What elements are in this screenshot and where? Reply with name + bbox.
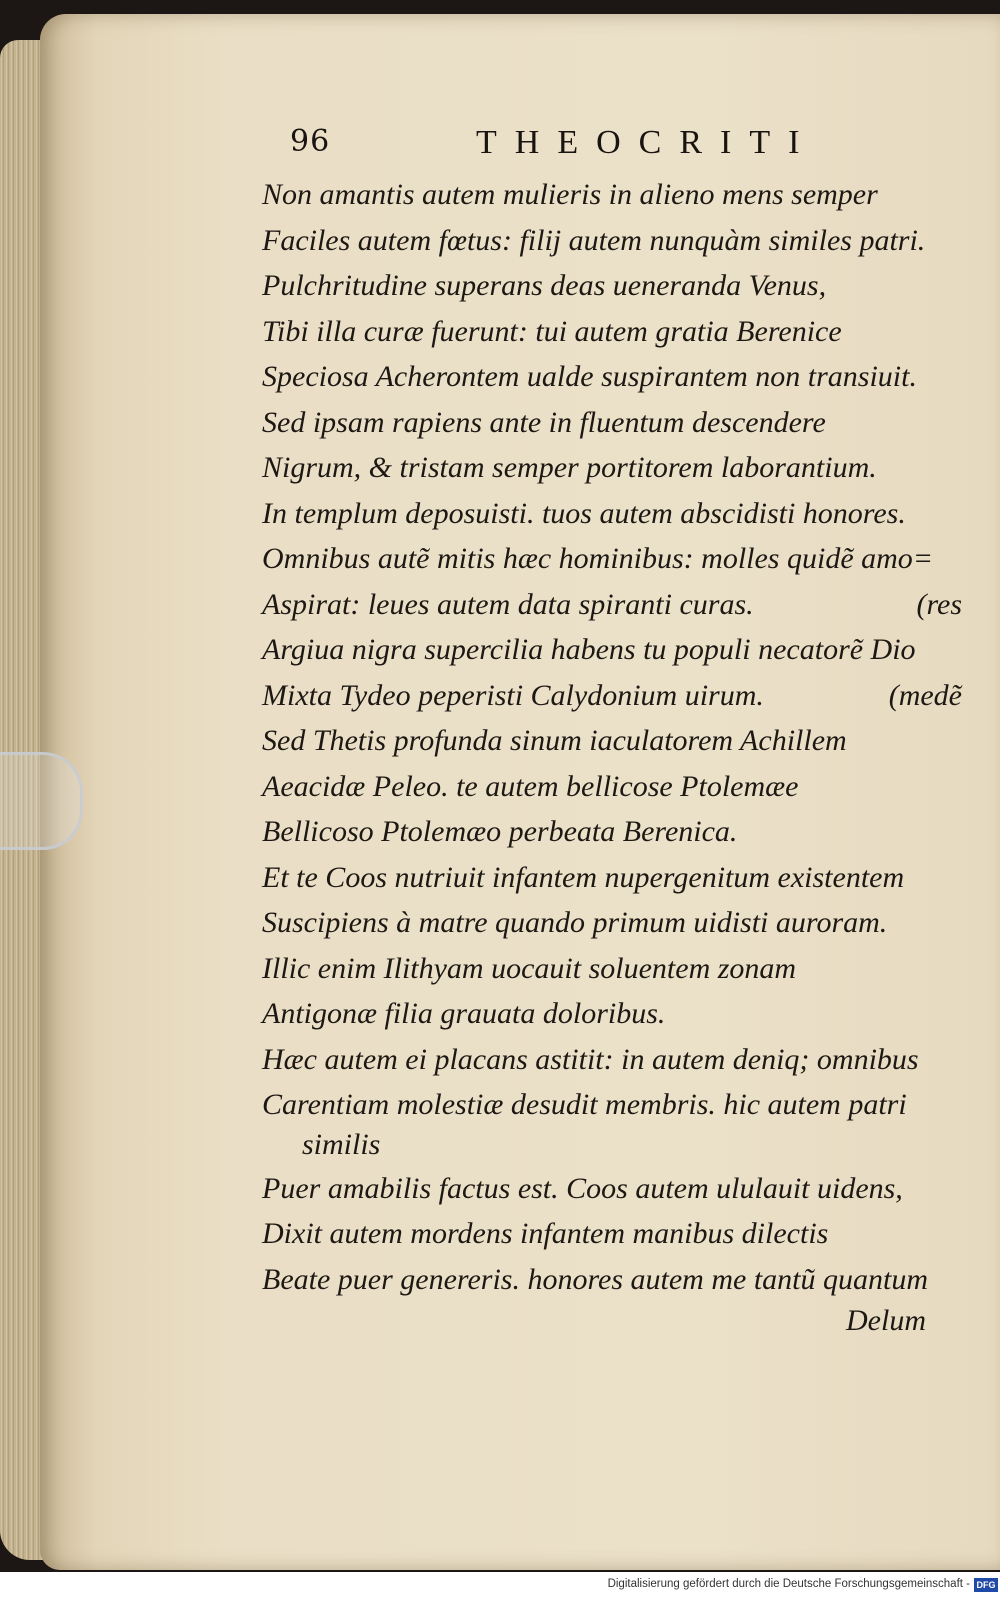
text-line (262, 1211, 962, 1257)
text-line-content: Omnibus autẽ mitis hæc hominibus: molles quidẽ amo= (262, 542, 934, 575)
turnover-word: (res (916, 587, 962, 621)
dfg-logo: DFG (974, 1578, 998, 1592)
text-line-content: Speciosa Acherontem ualde suspirantem non transiuit. (262, 360, 917, 393)
text-line-content: Puer amabilis factus est. Coos autem ululauit uidens, (262, 1171, 903, 1205)
text-line-content: Et te Coos nutriuit infantem nupergenitum existentem (262, 860, 905, 894)
text-line (262, 1166, 962, 1212)
text-line (262, 627, 962, 673)
page-header (290, 122, 850, 168)
text-line-content: similis (302, 1127, 381, 1161)
text-line-content: Hæc autem ei placans astitit: in autem deniq; omnibus (262, 1042, 919, 1076)
text-line-content: In templum deposuisti. tuos autem abscidisti honores. (262, 496, 906, 530)
text-line-content: Sed ipsam rapiens ante in fluentum descendere (262, 405, 826, 439)
digitization-footer (0, 1572, 1000, 1600)
text-line (262, 718, 962, 764)
text-line (262, 491, 962, 537)
verse-text-block (262, 172, 962, 1302)
text-line-content: Suscipiens à matre quando primum uidisti auroram. (262, 906, 888, 939)
text-line (262, 900, 962, 946)
page-clip (0, 752, 83, 850)
text-line (262, 991, 962, 1037)
text-line (262, 354, 962, 400)
text-line-content: Faciles autem fœtus: filij autem nunquàm similes patri. (262, 223, 926, 257)
text-line-content: Bellicoso Ptolemæo perbeata Berenica. (262, 815, 738, 848)
text-line (262, 309, 962, 355)
text-line-content: Sed Thetis profunda sinum iaculatorem Achillem (262, 724, 847, 757)
text-line-content: Illic enim Ilithyam uocauit soluentem zonam (262, 951, 797, 985)
text-line (262, 1082, 962, 1128)
text-line-content: Aeacidæ Peleo. te autem bellicose Ptolemæe (262, 769, 799, 803)
catchword: Delum (846, 1304, 926, 1337)
text-line (262, 1128, 962, 1166)
text-line (262, 218, 962, 264)
text-line-content: Dixit autem mordens infantem manibus dilectis (262, 1217, 829, 1250)
text-line (262, 400, 962, 446)
text-line (262, 536, 962, 582)
text-line (262, 582, 962, 628)
text-line (262, 445, 962, 491)
text-line-content: Mixta Tydeo peperisti Calydonium uirum. (262, 678, 764, 712)
text-line (262, 1037, 962, 1083)
folio-number: 96 (290, 124, 331, 159)
text-line (262, 764, 962, 810)
text-line-content: Aspirat: leues autem data spiranti curas. (262, 587, 754, 621)
text-line-content: Non amantis autem mulieris in alieno mens semper (262, 178, 878, 211)
running-title: THEOCRITI (476, 124, 818, 161)
text-line-content: Argiua nigra supercilia habens tu populi necatorẽ Dio (262, 633, 916, 666)
text-line (262, 855, 962, 901)
text-line (262, 673, 962, 719)
text-line (262, 172, 962, 218)
text-line-content: Tibi illa curæ fuerunt: tui autem gratia Berenice (262, 314, 842, 348)
text-line-content: Nigrum, & tristam semper portitorem laborantium. (262, 451, 877, 484)
text-line (262, 263, 962, 309)
text-line (262, 946, 962, 992)
text-line (262, 1257, 962, 1303)
turnover-word: (medẽ (888, 678, 962, 712)
text-line (262, 809, 962, 855)
text-line-content: Beate puer genereris. honores autem me tantũ quantum (262, 1262, 928, 1296)
text-line-content: Pulchritudine superans deas ueneranda Venus, (262, 269, 827, 302)
text-line-content: Antigonæ filia grauata doloribus. (262, 997, 666, 1030)
text-line-content: Carentiam molestiæ desudit membris. hic autem patri (262, 1088, 907, 1121)
footer-credit: Digitalisierung gefördert durch die Deutsche Forschungsgemeinschaft - (607, 1578, 970, 1590)
